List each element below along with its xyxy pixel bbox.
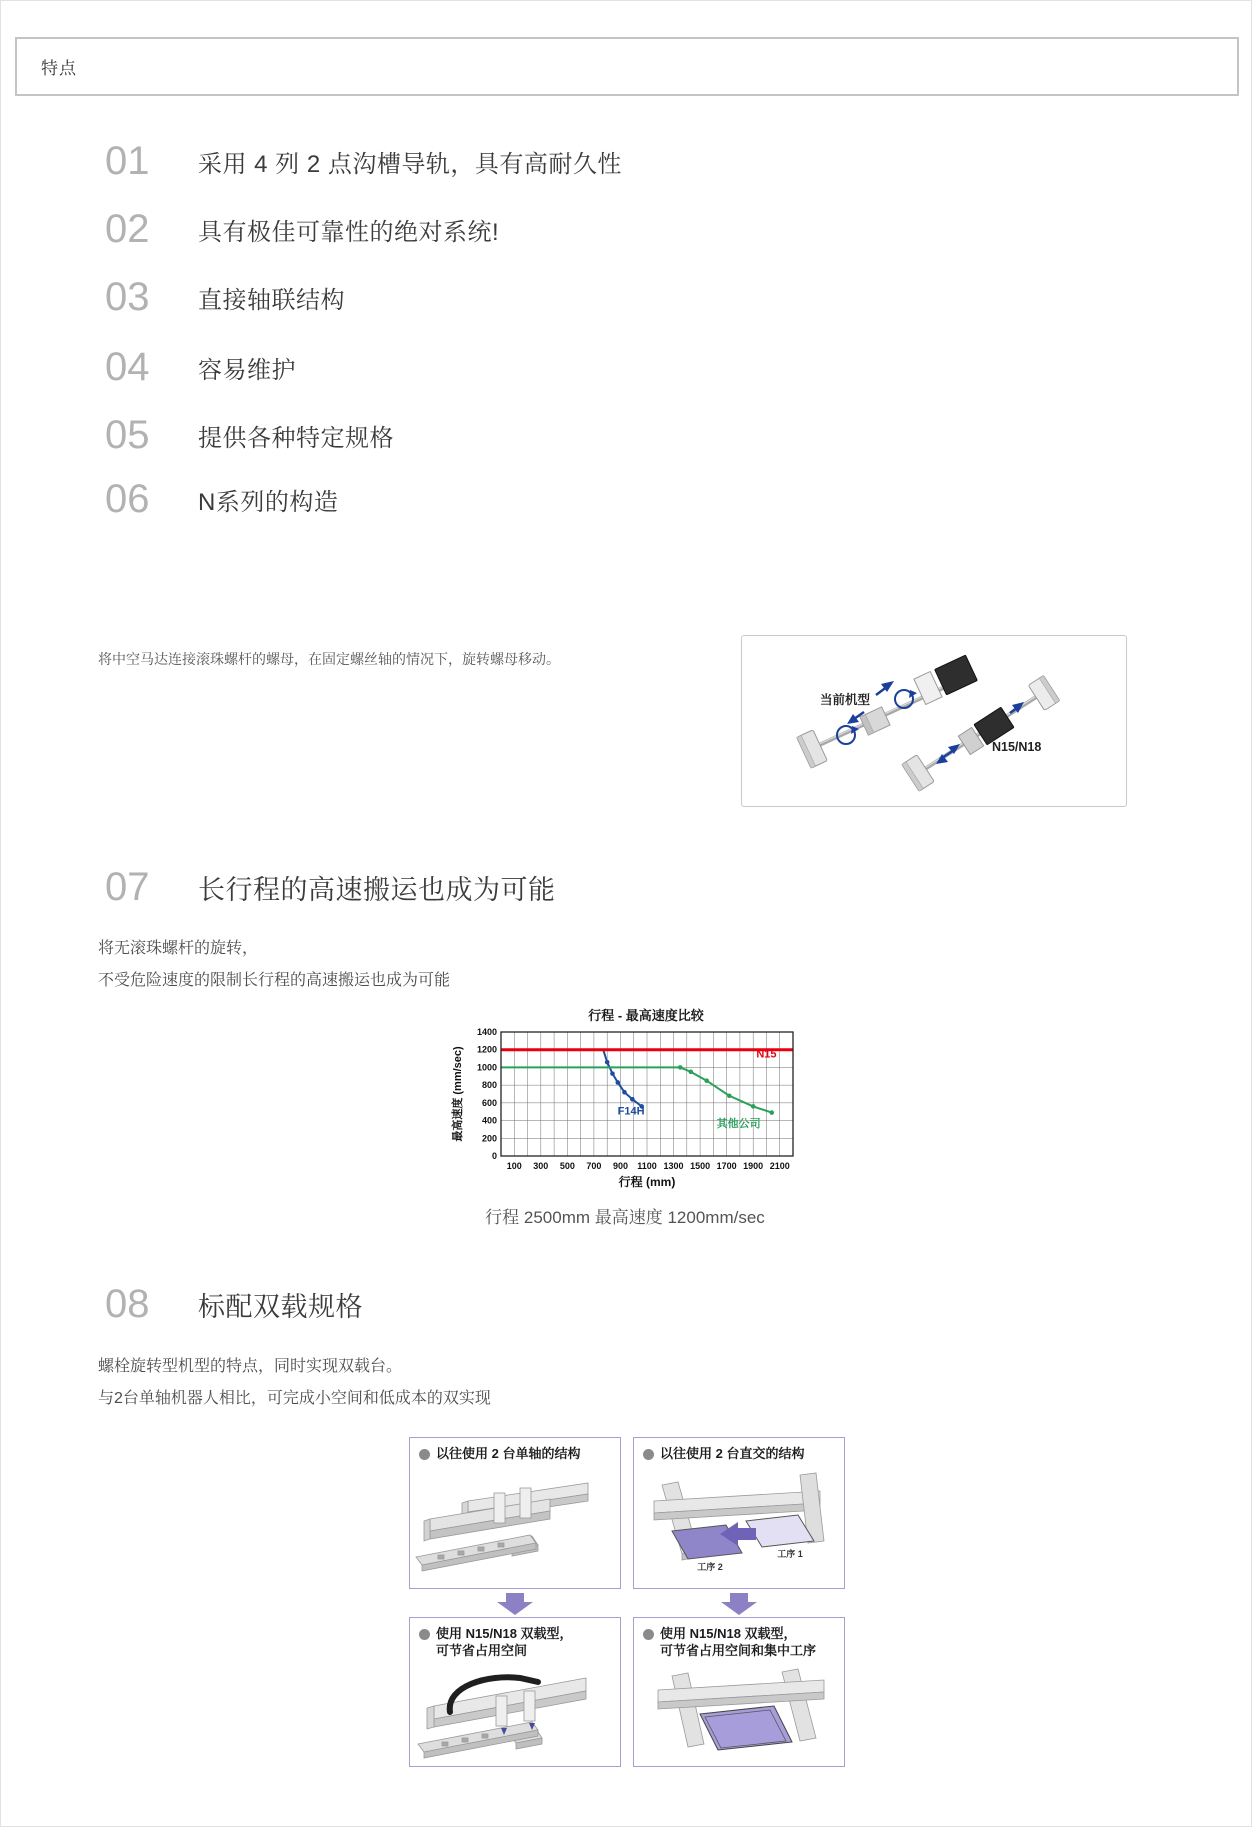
feature-number: 07 [105,865,150,909]
feature-item-06 [105,479,338,519]
feature-number: 04 [105,345,150,389]
end-plate [797,730,828,768]
feature-number: 01 [105,139,150,183]
feature-title: 提供各种特定规格 [198,424,394,452]
end-plate [1028,676,1059,711]
svg-text:700: 700 [586,1161,602,1171]
feature-number: 03 [105,275,150,319]
svg-text:200: 200 [481,1133,497,1144]
chart-caption: 行程 2500mm 最高速度 1200mm/sec [485,1208,765,1227]
panel-title: 以往使用 2 台直交的结构 [660,1446,805,1461]
page-title: 特点 [41,59,77,78]
step1-label: 工序 1 [777,1548,803,1559]
description-line: 与2台单轴机器人相比，可完成小空间和低成本的双实现 [98,1390,491,1407]
svg-text:行程 (mm): 行程 (mm) [618,1175,676,1189]
nut-block [860,707,890,735]
current-model-label: 当前机型 [819,693,871,707]
step1-plate [746,1515,814,1547]
feature-item-04 [105,347,296,387]
features-header-box [15,37,1239,96]
feature-number: 06 [105,477,150,521]
bullet-icon [643,1629,654,1640]
section07-description [98,933,450,997]
panel-dual-carrier-process [633,1617,845,1767]
svg-text:其他公司: 其他公司 [716,1117,761,1130]
feature-item-01 [105,141,622,181]
bullet-icon [419,1449,430,1460]
svg-text:800: 800 [481,1080,497,1091]
svg-text:最高速度 (mm/sec): 最高速度 (mm/sec) [452,1046,464,1142]
bullet-icon [419,1629,430,1640]
section06-description: 将中空马达连接滚珠螺杆的螺母，在固定螺丝轴的情况下，旋转螺母移动。 [98,651,560,667]
svg-text:1400: 1400 [476,1027,497,1037]
feature-title: 容易维护 [198,356,296,384]
ball-screw-diagram [742,636,1126,806]
panel-title-line1: 使用 N15/N18 双载型， [660,1626,797,1641]
svg-text:1200: 1200 [476,1044,497,1055]
section08-description [98,1351,491,1415]
panel-title [660,1626,816,1660]
panel-header [410,1438,620,1463]
panel-dual-carrier-space [409,1617,621,1767]
feature-item-08 [105,1284,363,1324]
panel-title-line2: 可节省占用空间 [436,1642,528,1658]
svg-text:1000: 1000 [476,1062,497,1073]
svg-text:400: 400 [481,1115,497,1126]
down-arrow-icon [497,1593,533,1615]
panel-title [436,1626,573,1660]
panel-title-line2: 可节省占用空间和集中工序 [660,1642,817,1658]
down-arrow-icon [721,1593,757,1615]
feature-item-05 [105,415,394,455]
feature-item-03 [105,277,345,317]
panel-header [634,1438,844,1463]
panel-title: 以往使用 2 台单轴的结构 [436,1446,581,1461]
description-line: 螺栓旋转型机型的特点，同时实现双载台。 [98,1358,403,1375]
dual-carrier-process-illustration [634,1660,844,1762]
svg-text:1700: 1700 [716,1161,737,1171]
svg-text:1900: 1900 [743,1161,764,1171]
step2-label: 工序 2 [697,1561,723,1572]
cartesian-illustration [634,1463,844,1581]
feature-number: 02 [105,207,150,251]
svg-text:900: 900 [612,1161,628,1171]
svg-text:N15: N15 [756,1048,777,1061]
feature-title: 采用 4 列 2 点沟槽导轨，具有高耐久性 [198,150,622,178]
svg-text:100: 100 [506,1161,522,1171]
feature-title: 长行程的高速搬运也成为可能 [198,874,556,905]
svg-text:600: 600 [481,1097,497,1108]
panel-two-cartesian [633,1437,845,1589]
svg-text:0: 0 [491,1151,497,1161]
single-axis-illustration [410,1463,620,1581]
feature-item-02 [105,209,499,249]
chart-plot [449,1026,801,1194]
svg-text:500: 500 [559,1161,575,1171]
svg-text:1100: 1100 [637,1161,657,1171]
feature-title: N系列的构造 [198,488,339,516]
feature-title: 具有极佳可靠性的绝对系统! [198,218,500,246]
panel-header [634,1618,844,1660]
end-plate [902,755,935,792]
svg-text:1500: 1500 [690,1161,711,1171]
svg-text:300: 300 [533,1161,549,1171]
feature-number: 05 [105,413,150,457]
feature-title: 标配双载规格 [198,1291,363,1322]
feature-number: 08 [105,1282,150,1326]
description-line: 将无滚珠螺杆的旋转， [98,940,259,957]
svg-text:F14H: F14H [617,1105,645,1118]
model-label: N15/N18 [992,740,1042,754]
feature-item-07 [105,867,556,907]
dual-carrier-illustration [410,1660,620,1762]
panel-header [410,1618,620,1660]
svg-text:1300: 1300 [663,1161,684,1171]
n-series-structure-image [741,635,1127,807]
bullet-icon [643,1449,654,1460]
chart-title: 行程 - 最高速度比较 [588,1008,704,1023]
description-line: 不受危险速度的限制长行程的高速搬运也成为可能 [98,972,451,989]
panel-title-line1: 使用 N15/N18 双载型， [436,1626,573,1641]
speed-comparison-chart [449,1005,801,1199]
feature-title: 直接轴联结构 [198,286,345,314]
svg-text:2100: 2100 [769,1161,790,1171]
panel-two-single-axis [409,1437,621,1589]
